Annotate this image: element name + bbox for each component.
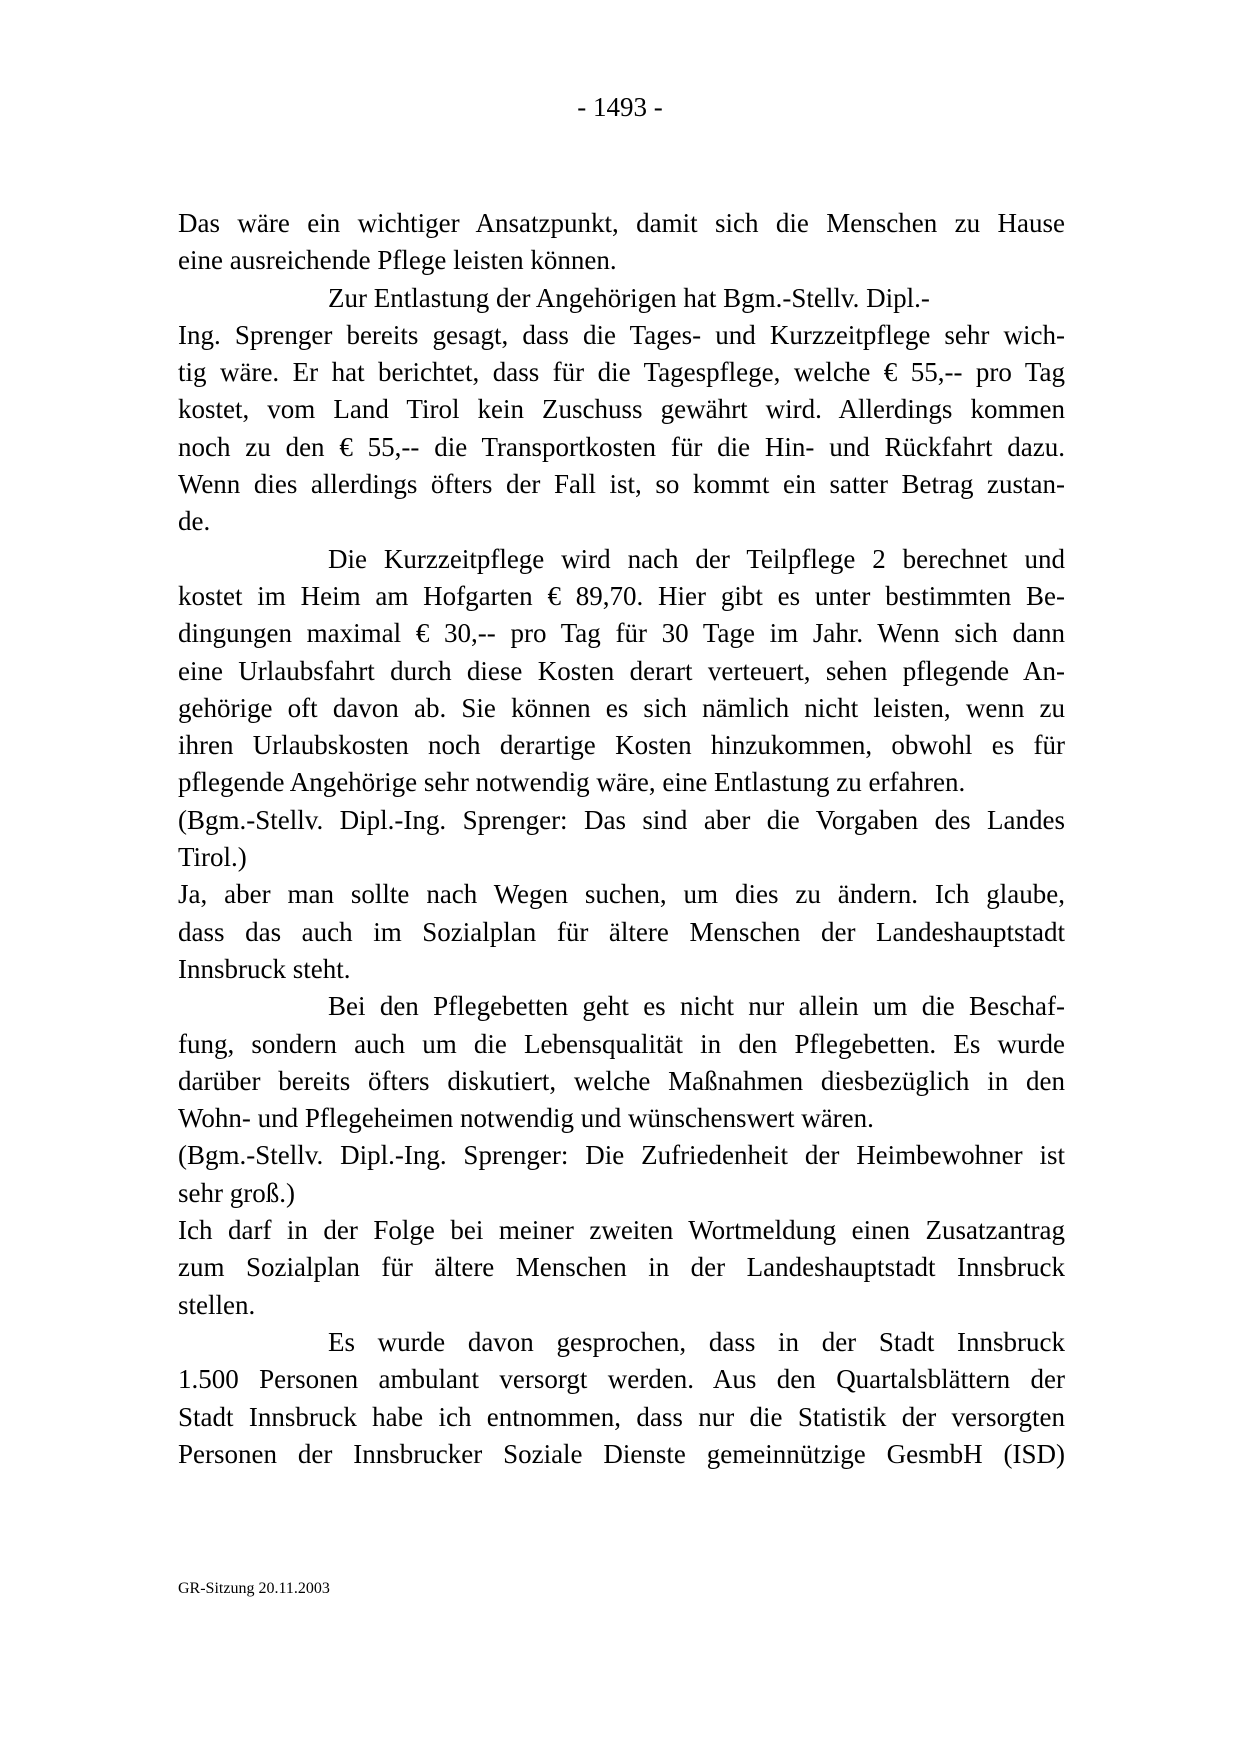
text-line: dass das auch im Sozialplan für ältere Menschen der Landeshauptstadt <box>178 916 1065 947</box>
text-line: kostet, vom Land Tirol kein Zuschuss gewährt wird. Allerdings kommen <box>178 394 1065 425</box>
text-line: dingungen maximal € 30,-- pro Tag für 30 Tage im Jahr. Wenn sich dann <box>178 618 1065 649</box>
text-line: eine Urlaubsfahrt durch diese Kosten derart verteuert, sehen pflegende An- <box>178 655 1065 686</box>
text-line: Wohn- und Pflegeheimen notwendig und wünschenswert wären. <box>178 1103 874 1134</box>
text-line: Personen der Innsbrucker Soziale Dienste gemeinnützige GesmbH (ISD) <box>178 1438 1065 1469</box>
text-line: Stadt Innsbruck habe ich entnommen, dass nur die Statistik der versorgten <box>178 1401 1065 1432</box>
interjection-line: sehr groß.) <box>178 1177 295 1208</box>
text-line: stellen. <box>178 1289 256 1320</box>
interjection-line: (Bgm.-Stellv. Dipl.-Ing. Sprenger: Das sind aber die Vorgaben des Landes <box>178 804 1065 835</box>
text-line: gehörige oft davon ab. Sie können es sich nämlich nicht leisten, wenn zu <box>178 692 1065 723</box>
text-line: zum Sozialplan für ältere Menschen in der Landeshauptstadt Innsbruck <box>178 1252 1065 1283</box>
text-line: fung, sondern auch um die Lebensqualität in den Pflegebetten. Es wurde <box>178 1028 1065 1059</box>
text-line: Ing. Sprenger bereits gesagt, dass die Tages- und Kurzzeitpflege sehr wich- <box>178 319 1065 350</box>
text-line: Das wäre ein wichtiger Ansatzpunkt, damit sich die Menschen zu Hause <box>178 208 1065 238</box>
text-line: kostet im Heim am Hofgarten € 89,70. Hier gibt es unter bestimmten Be- <box>178 580 1065 611</box>
text-line: de. <box>178 506 211 537</box>
text-line: eine ausreichende Pflege leisten können. <box>178 245 617 276</box>
text-line: tig wäre. Er hat berichtet, dass für die Tagespflege, welche € 55,-- pro Tag <box>178 357 1065 388</box>
text-line: Innsbruck steht. <box>178 953 351 984</box>
text-line: pflegende Angehörige sehr notwendig wäre, eine Entlastung zu erfahren. <box>178 767 966 798</box>
text-line: 1.500 Personen ambulant versorgt werden. Aus den Quartalsblättern der <box>178 1364 1065 1395</box>
text-line: noch zu den € 55,-- die Transportkosten für die Hin- und Rückfahrt dazu. <box>178 431 1065 462</box>
interjection-line: (Bgm.-Stellv. Dipl.-Ing. Sprenger: Die Zufriedenheit der Heimbewohner ist <box>178 1140 1065 1171</box>
text-line: Ich darf in der Folge bei meiner zweiten Wortmeldung einen Zusatzantrag <box>178 1215 1065 1246</box>
page-number: - 1493 - <box>577 92 663 122</box>
text-line: Ja, aber man sollte nach Wegen suchen, um dies zu ändern. Ich glaube, <box>178 879 1065 910</box>
body-text <box>178 205 1065 1473</box>
paragraph-first-line: Die Kurzzeitpflege wird nach der Teilpflege 2 berechnet und <box>328 543 1065 574</box>
interjection-line: Tirol.) <box>178 842 247 873</box>
paragraph-first-line: Es wurde davon gesprochen, dass in der Stadt Innsbruck <box>328 1326 1065 1357</box>
paragraph-first-line: Zur Entlastung der Angehörigen hat Bgm.-Stellv. Dipl.- <box>328 282 930 313</box>
text-line: ihren Urlaubskosten noch derartige Kosten hinzukommen, obwohl es für <box>178 730 1065 761</box>
text-line: Wenn dies allerdings öfters der Fall ist, so kommt ein satter Betrag zustan- <box>178 469 1065 500</box>
paragraph-first-line: Bei den Pflegebetten geht es nicht nur allein um die Beschaf- <box>328 991 1065 1022</box>
footer: GR-Sitzung 20.11.2003 <box>178 1580 330 1597</box>
text-line: darüber bereits öfters diskutiert, welche Maßnahmen diesbezüglich in den <box>178 1065 1065 1096</box>
